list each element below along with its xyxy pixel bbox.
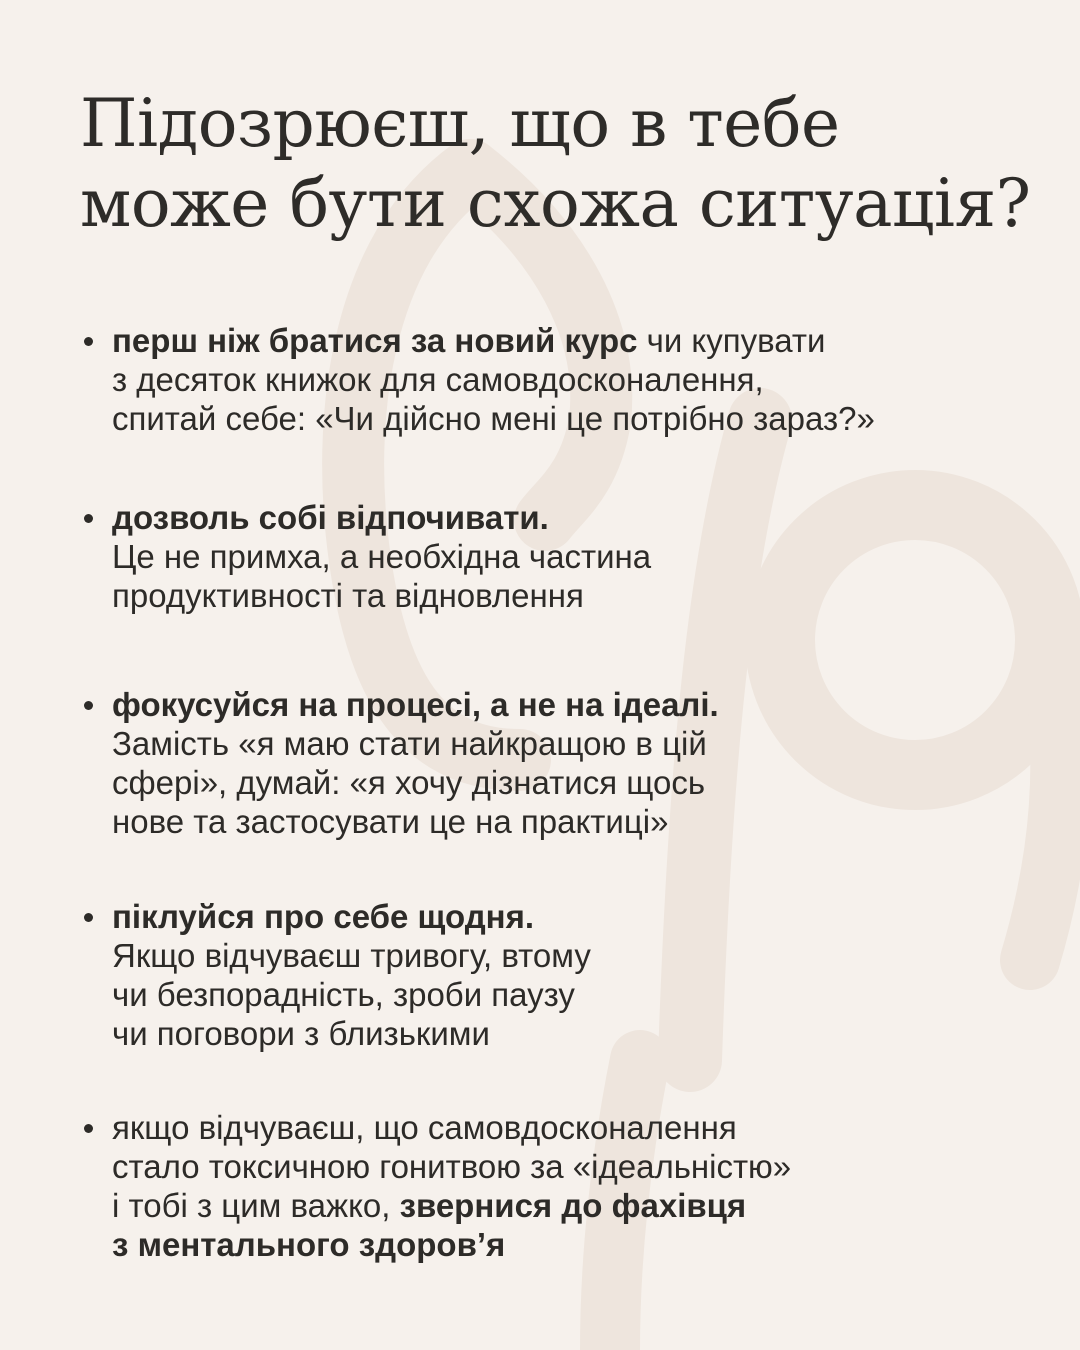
item-line: Це не примха, а необхідна частина: [112, 538, 652, 575]
list-item: [112, 685, 1032, 841]
item-bold-text: звернися до фахівця: [399, 1187, 747, 1224]
item-text: і тобі з цим важко,: [112, 1187, 400, 1224]
item-bold-text: піклуйся про себе щодня.: [112, 898, 534, 935]
item-line: Якщо відчуваєш тривогу, втому: [112, 937, 591, 974]
item-bold-text: з ментального здоров’я: [112, 1226, 506, 1263]
item-bold-text: фокусуйся на процесі, а не на ідеалі.: [112, 686, 719, 723]
item-bold-text: дозволь собі відпочивати.: [112, 499, 549, 536]
item-line: стало токсичною гонитвою за «ідеальністю»: [112, 1148, 792, 1185]
item-line: якщо відчуваєш, що самовдосконалення: [112, 1109, 737, 1146]
item-line: чи безпорадність, зроби паузу: [112, 976, 575, 1013]
item-line: з десяток книжок для самовдосконалення,: [112, 361, 764, 398]
page-title: [80, 84, 1040, 244]
list-item: [112, 321, 1032, 438]
item-line: спитай себе: «Чи дійсно мені це потрібно зараз?»: [112, 400, 875, 437]
title-line-2: може бути схожа ситуація?: [80, 165, 1031, 242]
item-line: [112, 897, 1032, 936]
item-text: чи купувати: [637, 322, 826, 359]
list-item: [112, 897, 1032, 1053]
item-line: [112, 1186, 1032, 1225]
list-item: [112, 498, 1032, 615]
item-line: [112, 685, 1032, 724]
item-line: сфері», думай: «я хочу дізнатися щось: [112, 764, 706, 801]
item-line: [112, 498, 1032, 537]
item-line: Замість «я маю стати найкращою в цій: [112, 725, 707, 762]
item-line: нове та застосувати це на практиці»: [112, 803, 669, 840]
item-bold-text: перш ніж братися за новий курс: [112, 322, 638, 359]
item-line: [112, 321, 1032, 360]
item-line: чи поговори з близькими: [112, 1015, 490, 1052]
title-line-1: Підозрюєш, що в тебе: [80, 85, 840, 162]
item-line: [112, 1225, 1032, 1264]
item-line: продуктивності та відновлення: [112, 577, 584, 614]
list-item: [112, 1108, 1032, 1264]
